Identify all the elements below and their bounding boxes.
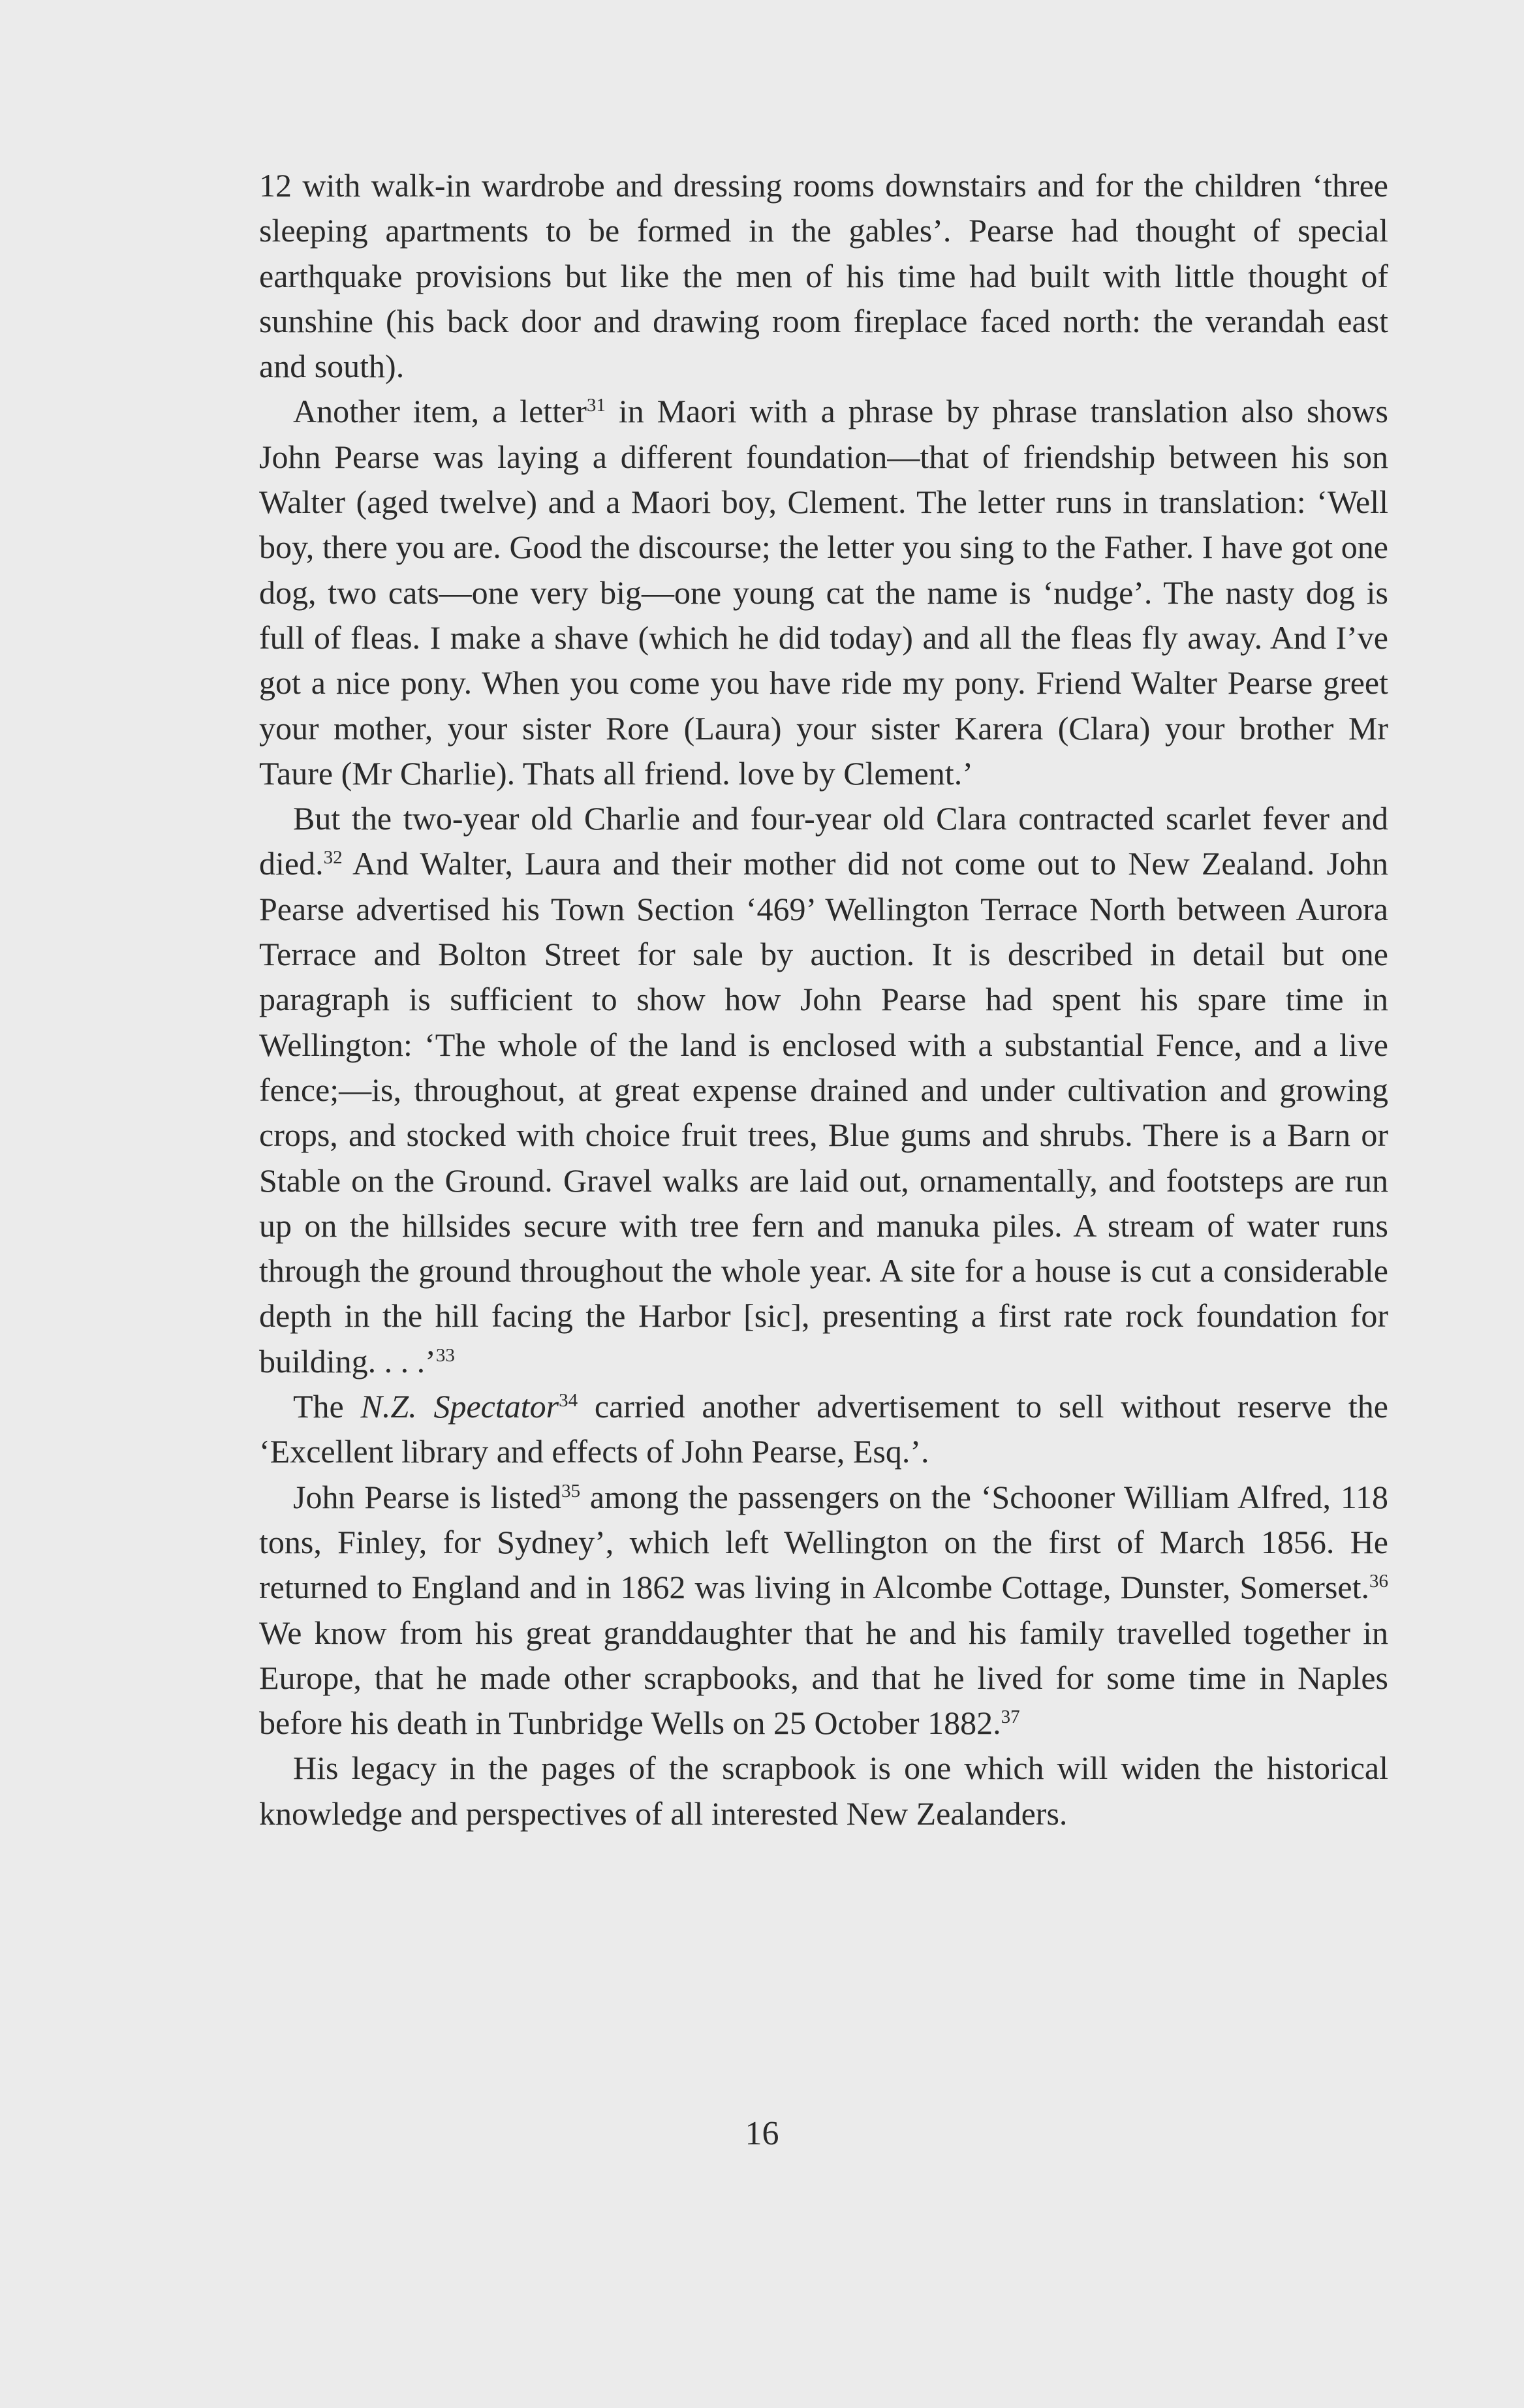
paragraph xyxy=(259,1384,1388,1475)
paragraph xyxy=(259,1746,1388,1836)
text-run: But the two-year old Charlie and four-year old Clara contracted scarlet fever and died. xyxy=(259,800,1388,882)
text-run: Another item, a letter xyxy=(293,393,587,430)
text-run: His legacy in the pages of the scrapbook is one which will widen the historical knowledge and perspectives of all interested New Zealanders. xyxy=(259,1750,1388,1832)
footnote-ref: 37 xyxy=(1001,1706,1020,1728)
text-run: carried another advertisement to sell without reserve the ‘Excellent library and effects of John Pearse, Esq.’. xyxy=(259,1388,1389,1470)
italic-title: N.Z. Spectator xyxy=(360,1388,559,1425)
footnote-ref: 31 xyxy=(586,395,606,416)
text-run: We know from his great granddaughter that he and his family travelled together in Europe, that he made other scrapbooks, and that he lived for some time in Naples before his death in Tunbridge Wells on 25 October 1882. xyxy=(259,1614,1388,1742)
text-run: among the passengers on the ‘Schooner William Alfred, 118 tons, Finley, for Sydney’, which left Wellington on the first of March 1856. He returned to England and in 1862 was living in Alcombe Cottage, Dunster, Somerset. xyxy=(259,1478,1388,1606)
text-run: The xyxy=(293,1388,361,1425)
footnote-ref: 36 xyxy=(1369,1571,1388,1592)
page-number: 16 xyxy=(745,2115,779,2152)
text-run: 12 with walk-in wardrobe and dressing rooms downstairs and for the children ‘three sleeping apartments to be formed in the gables’. Pearse had thought of special earthquake provisions but like the men of his time had built with little thought of sunshine (his back door and drawing room fireplace faced north: the verandah east and south). xyxy=(259,167,1388,385)
paragraph xyxy=(259,163,1388,389)
footnote-ref: 35 xyxy=(561,1480,581,1502)
footnote-ref: 32 xyxy=(323,847,343,869)
text-run: John Pearse is listed xyxy=(293,1478,562,1515)
paragraph xyxy=(259,796,1388,1384)
text-run: in Maori with a phrase by phrase translation also shows John Pearse was laying a different foundation—that of friendship between his son Walter (aged twelve) and a Maori boy, Clement. The letter runs in translation: ‘Well boy, there you are. Good the discourse; the letter you sing to the Father. I have got one dog, two cats—one very big—one young cat the name is ‘nudge’. The nasty dog is full of fleas. I make a shave (which he did today) and all the fleas fly away. And I’ve got a nice pony. When you come you have ride my pony. Friend Walter Pearse greet your mother, your sister Rore (Laura) your sister Karera (Clara) your brother Mr Taure (Mr Charlie). Thats all friend. love by Clement.’ xyxy=(259,393,1388,792)
footnote-ref: 34 xyxy=(559,1390,578,1412)
footnote-ref: 33 xyxy=(435,1344,455,1366)
text-run: And Walter, Laura and their mother did not come out to New Zealand. John Pearse advertised his Town Section ‘469’ Wellington Terrace North between Aurora Terrace and Bolton Street for sale by auction. It is described in detail but one paragraph is sufficient to show how John Pearse had spent his spare time in Wellington: ‘The whole of the land is enclosed with a substantial Fence, and a live fence;—is, throughout, at great expense drained and under cultivation and growing crops, and stocked with choice fruit trees, Blue gums and shrubs. There is a Barn or Stable on the Ground. Gravel walks are laid out, ornamentally, and footsteps are run up on the hillsides secure with tree fern and manuka piles. A stream of water runs through the ground throughout the whole year. A site for a house is cut a considerable depth in the hill facing the Harbor [sic], presenting a first rate rock foundation for building. . . .’ xyxy=(259,845,1388,1380)
paragraph xyxy=(259,1475,1388,1746)
body-text xyxy=(259,163,1388,1836)
paragraph xyxy=(259,389,1388,796)
